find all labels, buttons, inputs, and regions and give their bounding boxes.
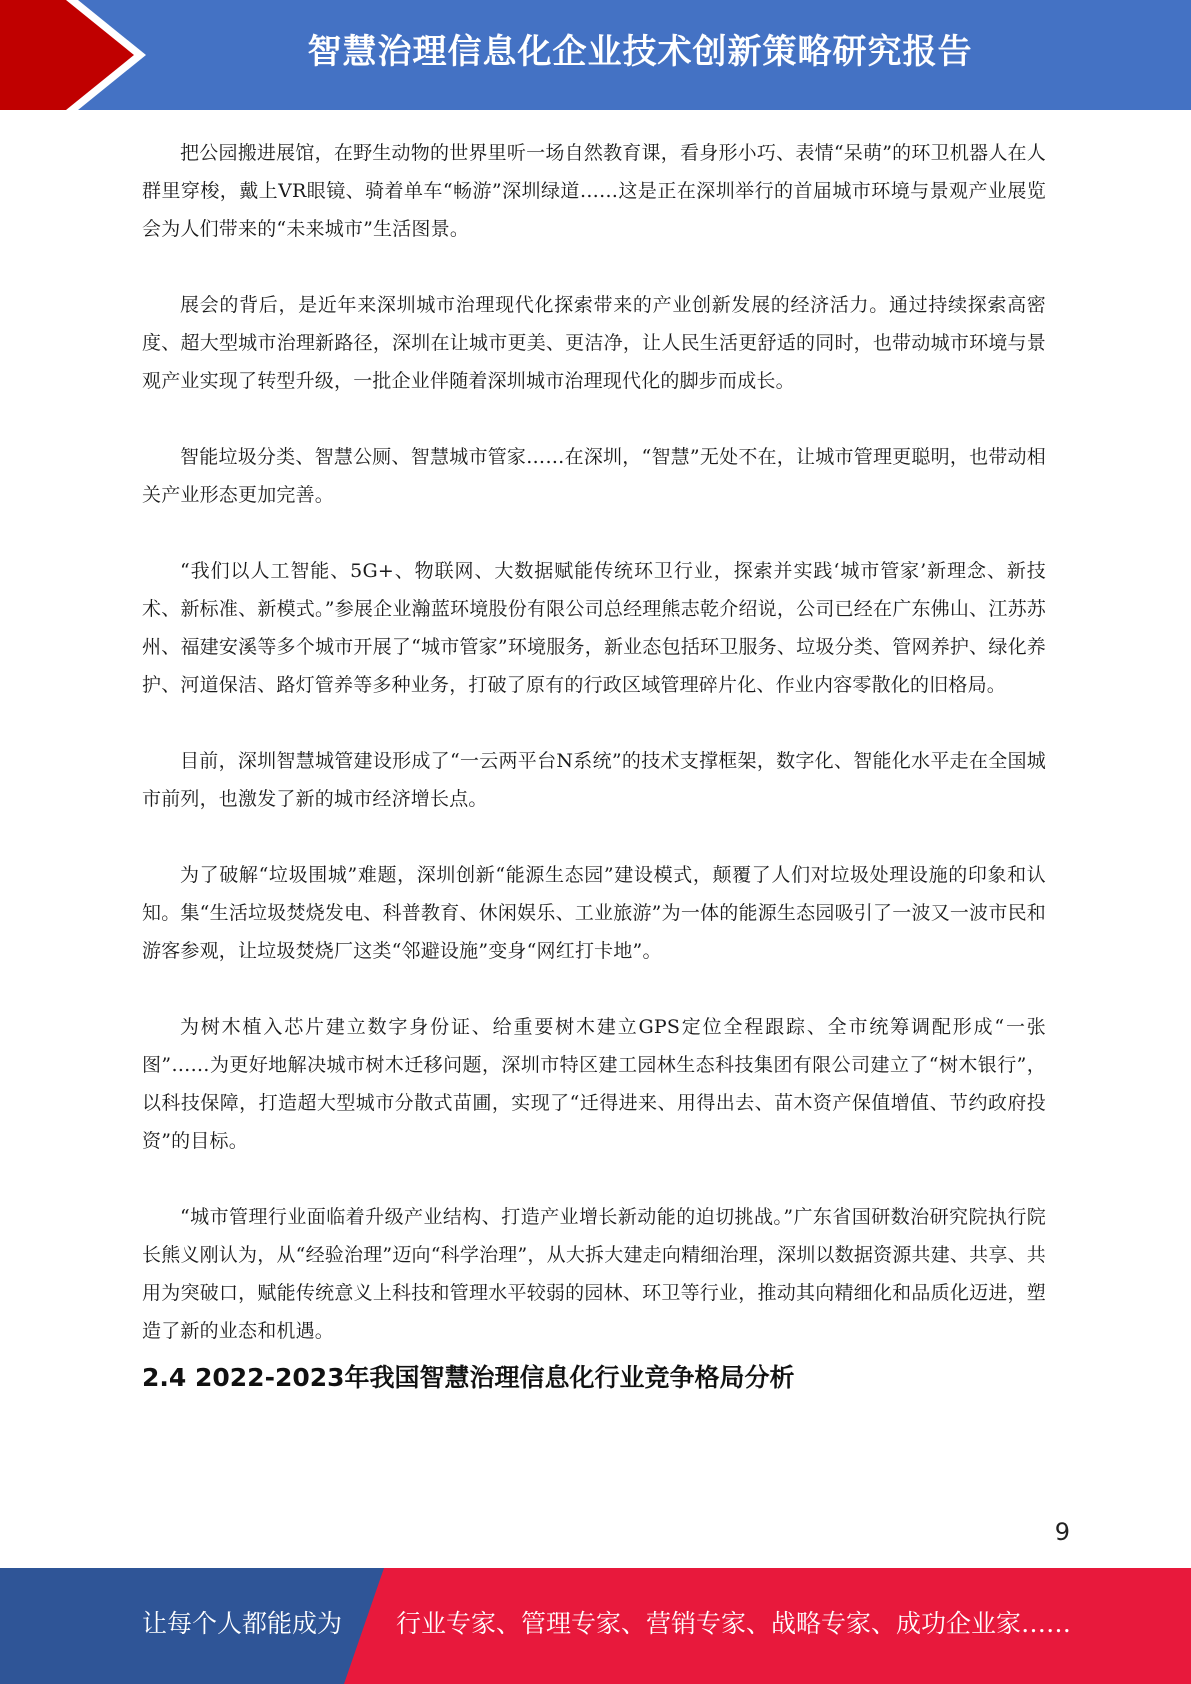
paragraph: 智能垃圾分类、智慧公厕、智慧城市管家……在深圳，“智慧”无处不在，让城市管理更聪明，也带动相关产业形态更加完善。 (142, 446, 1046, 506)
page-footer (0, 1568, 1191, 1684)
paragraph: 展会的背后，是近年来深圳城市治理现代化探索带来的产业创新发展的经济活力。通过持续探索高密度、超大型城市治理新路径，深圳在让城市更美、更洁净，让人民生活更舒适的同时，也带动城市环境与景观产业实现了转型升级，一批企业伴随着深圳城市治理现代化的脚步而成长。 (142, 294, 1046, 392)
page-number: 9 (1054, 1518, 1070, 1546)
paragraph: “城市管理行业面临着升级产业结构、打造产业增长新动能的迫切挑战。”广东省国研数治研究院执行院长熊义刚认为，从“经验治理”迈向“科学治理”，从大拆大建走向精细治理，深圳以数据资源共建、共享、共用为突破口，赋能传统意义上科技和管理水平较弱的园林、环卫等行业，推动其向精细化和品质化迈进，塑造了新的业态和机遇。 (142, 1206, 1046, 1342)
paragraph: 为了破解“垃圾围城”难题，深圳创新“能源生态园”建设模式，颠覆了人们对垃圾处理设施的印象和认知。集“生活垃圾焚烧发电、科普教育、休闲娱乐、工业旅游”为一体的能源生态园吸引了一波又一波市民和游客参观，让垃圾焚烧厂这类“邻避设施”变身“网红打卡地”。 (142, 864, 1046, 962)
article-body (142, 134, 1046, 1400)
paragraph: 把公园搬进展馆，在野生动物的世界里听一场自然教育课，看身形小巧、表情“呆萌”的环卫机器人在人群里穿梭，戴上VR眼镜、骑着单车“畅游”深圳绿道……这是正在深圳举行的首届城市环境与景观产业展览会为人们带来的“未来城市”生活图景。 (142, 142, 1046, 240)
footer-slogan-left: 让每个人都能成为 (142, 1609, 343, 1638)
document-title: 智慧治理信息化企业技术创新策略研究报告 (307, 32, 973, 72)
page-header (0, 0, 1191, 110)
paragraph: 为树木植入芯片建立数字身份证、给重要树木建立GPS定位全程跟踪、全市统筹调配形成“一张图”……为更好地解决城市树木迁移问题，深圳市特区建工园林生态科技集团有限公司建立了“树木银行”，以科技保障，打造超大型城市分散式苗圃，实现了“迁得进来、用得出去、苗木资产保值增值、节约政府投资”的目标。 (142, 1016, 1046, 1152)
paragraph: 目前，深圳智慧城管建设形成了“一云两平台N系统”的技术支撑框架，数字化、智能化水平走在全国城市前列，也激发了新的城市经济增长点。 (142, 750, 1046, 810)
paragraph: “我们以人工智能、5G+、物联网、大数据赋能传统环卫行业，探索并实践‘城市管家’新理念、新技术、新标准、新模式。”参展企业瀚蓝环境股份有限公司总经理熊志乾介绍说，公司已经在广东佛山、江苏苏州、福建安溪等多个城市开展了“城市管家”环境服务，新业态包括环卫服务、垃圾分类、管网养护、绿化养护、河道保洁、路灯管养等多种业务，打破了原有的行政区域管理碎片化、作业内容零散化的旧格局。 (142, 560, 1046, 696)
footer-slogan-right: 行业专家、管理专家、营销专家、战略专家、成功企业家…… (396, 1609, 1072, 1638)
section-heading: 2.4 2022-2023年我国智慧治理信息化行业竞争格局分析 (142, 1363, 795, 1392)
